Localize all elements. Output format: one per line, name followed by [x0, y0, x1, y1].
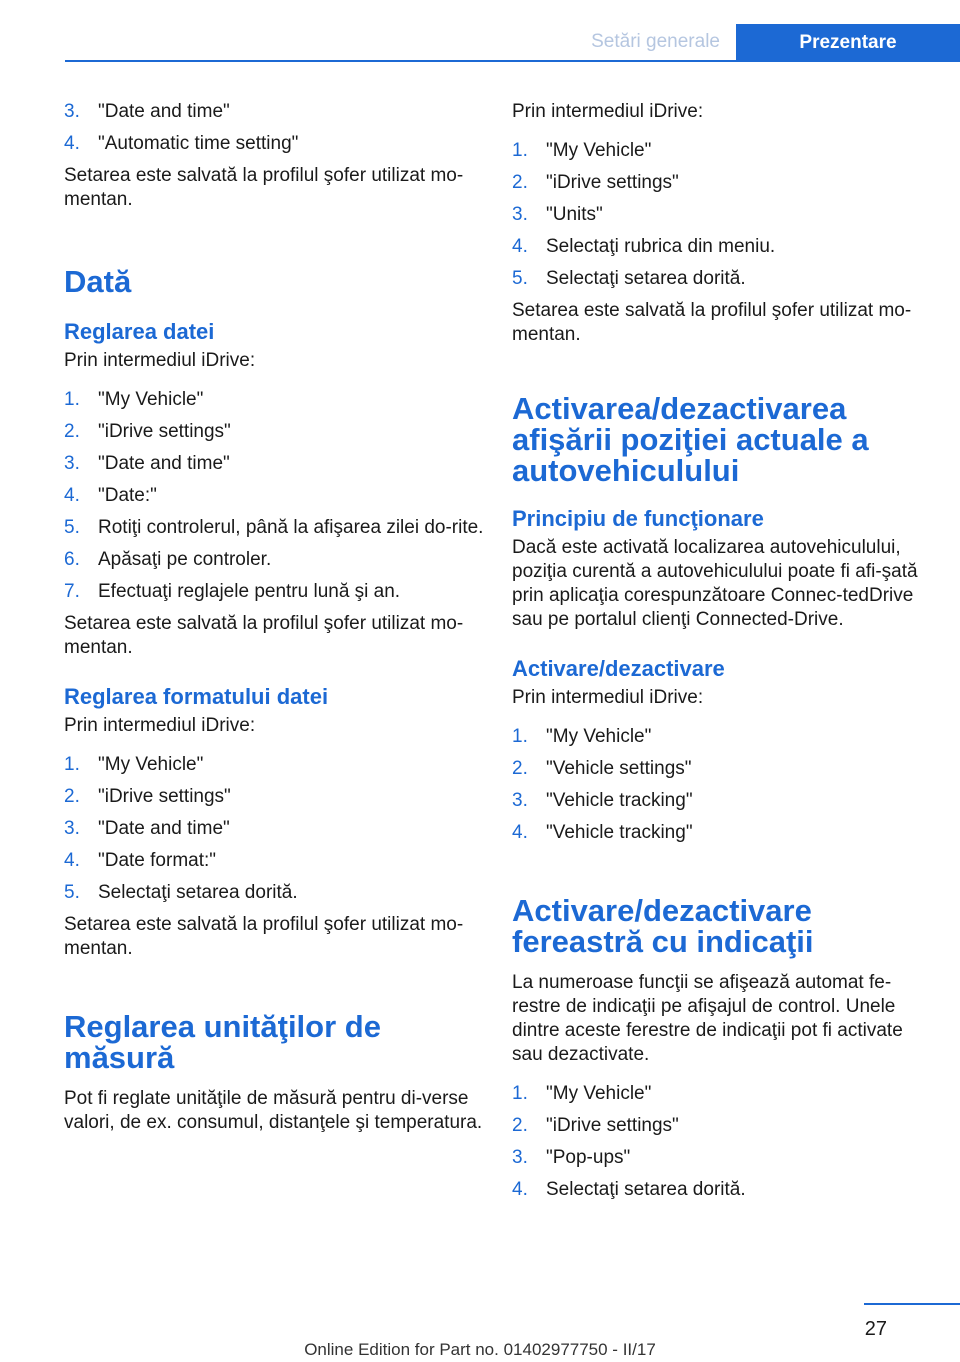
step-number: 4. [64, 485, 80, 506]
list-item [512, 1178, 930, 1202]
step-number: 1. [512, 140, 528, 161]
list-item [64, 548, 484, 572]
step-text: "iDrive settings" [98, 421, 231, 442]
saved-note: Setarea este salvată la profilul şofer utilizat mo-mentan. [512, 300, 912, 345]
saved-note: Setarea este salvată la profilul şofer utilizat mo-mentan. [64, 613, 464, 658]
list-item [64, 785, 484, 809]
step-text: "Vehicle settings" [546, 758, 692, 779]
list-item [64, 516, 484, 540]
step-number: 2. [512, 758, 528, 779]
list-item [512, 821, 930, 845]
list-item [64, 452, 484, 476]
step-text: "Date and time" [98, 453, 230, 474]
step-text: "My Vehicle" [546, 140, 652, 161]
subheading-date-format: Reglarea formatului datei [64, 684, 329, 709]
list-item [512, 789, 930, 813]
subheading-date-setting: Reglarea datei [64, 319, 215, 344]
list-item [64, 388, 484, 412]
header-section-title: Setări generale [591, 31, 720, 52]
intro-text: Prin intermediul iDrive: [512, 101, 704, 122]
step-number: 3. [64, 453, 80, 474]
list-item [64, 580, 484, 604]
list-item [512, 757, 930, 781]
step-number: 1. [512, 1083, 528, 1104]
step-number: 4. [512, 236, 528, 257]
list-item [512, 725, 930, 749]
heading-vehicle-position: Activarea/dezactivarea afişării poziţiei actuale a autovehiculului [512, 391, 869, 488]
list-item [512, 235, 930, 259]
subheading-toggle: Activare/dezactivare [512, 656, 725, 681]
subheading-principle: Principiu de funcţionare [512, 506, 764, 531]
edition-footer: Online Edition for Part no. 01402977750 - II/17 [304, 1340, 656, 1359]
saved-note: Setarea este salvată la profilul şofer utilizat mo-mentan. [64, 165, 464, 210]
step-number: 3. [512, 204, 528, 225]
page-header [65, 24, 960, 62]
step-number: 5. [64, 882, 80, 903]
list-item [512, 1082, 930, 1106]
list-item [64, 132, 484, 156]
step-number: 4. [64, 850, 80, 871]
step-text: "Units" [546, 204, 603, 225]
step-text: "Vehicle tracking" [546, 822, 693, 843]
header-chapter-tab: Prezentare [736, 24, 960, 62]
step-text: "Date:" [98, 485, 157, 506]
list-item [64, 753, 484, 777]
step-number: 6. [64, 549, 80, 570]
step-number: 2. [64, 786, 80, 807]
units-description: Pot fi reglate unităţile de măsură pentru di-verse valori, de ex. consumul, distanţele şi temperatura. [64, 1088, 483, 1133]
list-item [64, 817, 484, 841]
step-number: 7. [64, 581, 80, 602]
popups-description: La numeroase funcţii se afişează automat fe-restre de indicaţii pe afişajul de control. Unele dintre aceste ferestre de indicaţii pot fi activate sau dezactivate. [512, 972, 903, 1065]
step-text: Selectaţi setarea dorită. [98, 882, 298, 903]
step-number: 3. [512, 1147, 528, 1168]
step-number: 5. [512, 268, 528, 289]
step-text: "My Vehicle" [546, 726, 652, 747]
step-text: "Date and time" [98, 101, 230, 122]
intro-text: Prin intermediul iDrive: [64, 715, 256, 736]
step-text: "My Vehicle" [98, 754, 204, 775]
step-text: "Pop-ups" [546, 1147, 631, 1168]
list-item [512, 267, 930, 291]
principle-text: Dacă este activată localizarea autovehiculului, poziţia curentă a autovehiculului poate fi afi-şată prin aplicaţia corespunzătoare Connec-tedDrive sau pe portalul clienţi Connected-Drive. [512, 537, 918, 630]
list-item [512, 1114, 930, 1138]
heading-date: Dată [64, 264, 132, 299]
step-text: "iDrive settings" [546, 1115, 679, 1136]
intro-text: Prin intermediul iDrive: [64, 350, 256, 371]
step-number: 3. [512, 790, 528, 811]
step-text: Selectaţi setarea dorită. [546, 268, 746, 289]
step-number: 2. [64, 421, 80, 442]
step-text: "Automatic time setting" [98, 133, 299, 154]
saved-note: Setarea este salvată la profilul şofer utilizat mo-mentan. [64, 914, 464, 959]
step-text: "Vehicle tracking" [546, 790, 693, 811]
step-number: 3. [64, 101, 80, 122]
step-text: "My Vehicle" [98, 389, 204, 410]
footer-rule [864, 1303, 960, 1305]
step-text: "iDrive settings" [546, 172, 679, 193]
step-number: 4. [512, 1179, 528, 1200]
step-text: "iDrive settings" [98, 786, 231, 807]
step-text: Selectaţi rubrica din meniu. [546, 236, 776, 257]
step-number: 2. [512, 1115, 528, 1136]
step-number: 3. [64, 818, 80, 839]
step-number: 4. [512, 822, 528, 843]
list-item [64, 849, 484, 873]
intro-text: Prin intermediul iDrive: [512, 687, 704, 708]
list-item [512, 139, 930, 163]
list-item [64, 100, 484, 124]
step-number: 4. [64, 133, 80, 154]
list-item [512, 203, 930, 227]
list-item [64, 420, 484, 444]
step-text: Apăsaţi pe controler. [98, 549, 272, 570]
list-item [512, 1146, 930, 1170]
step-text: Selectaţi setarea dorită. [546, 1179, 746, 1200]
header-rule [65, 60, 960, 62]
step-number: 2. [512, 172, 528, 193]
step-number: 1. [64, 389, 80, 410]
step-number: 5. [64, 517, 80, 538]
list-item [64, 881, 484, 905]
step-text: "Date and time" [98, 818, 230, 839]
left-column [64, 100, 484, 1143]
step-text: "My Vehicle" [546, 1083, 652, 1104]
list-item [512, 171, 930, 195]
heading-popups: Activare/dezactivare fereastră cu indicaţii [512, 893, 814, 959]
step-text: Efectuaţi reglajele pentru lună şi an. [98, 581, 401, 602]
list-item [64, 484, 484, 508]
step-number: 1. [512, 726, 528, 747]
heading-units: Reglarea unităţilor de măsură [64, 1009, 381, 1075]
step-text: Rotiţi controlerul, până la afişarea zilei do-rite. [98, 517, 484, 538]
page-number: 27 [864, 1318, 887, 1340]
step-number: 1. [64, 754, 80, 775]
right-column [512, 100, 930, 1210]
step-text: "Date format:" [98, 850, 217, 871]
